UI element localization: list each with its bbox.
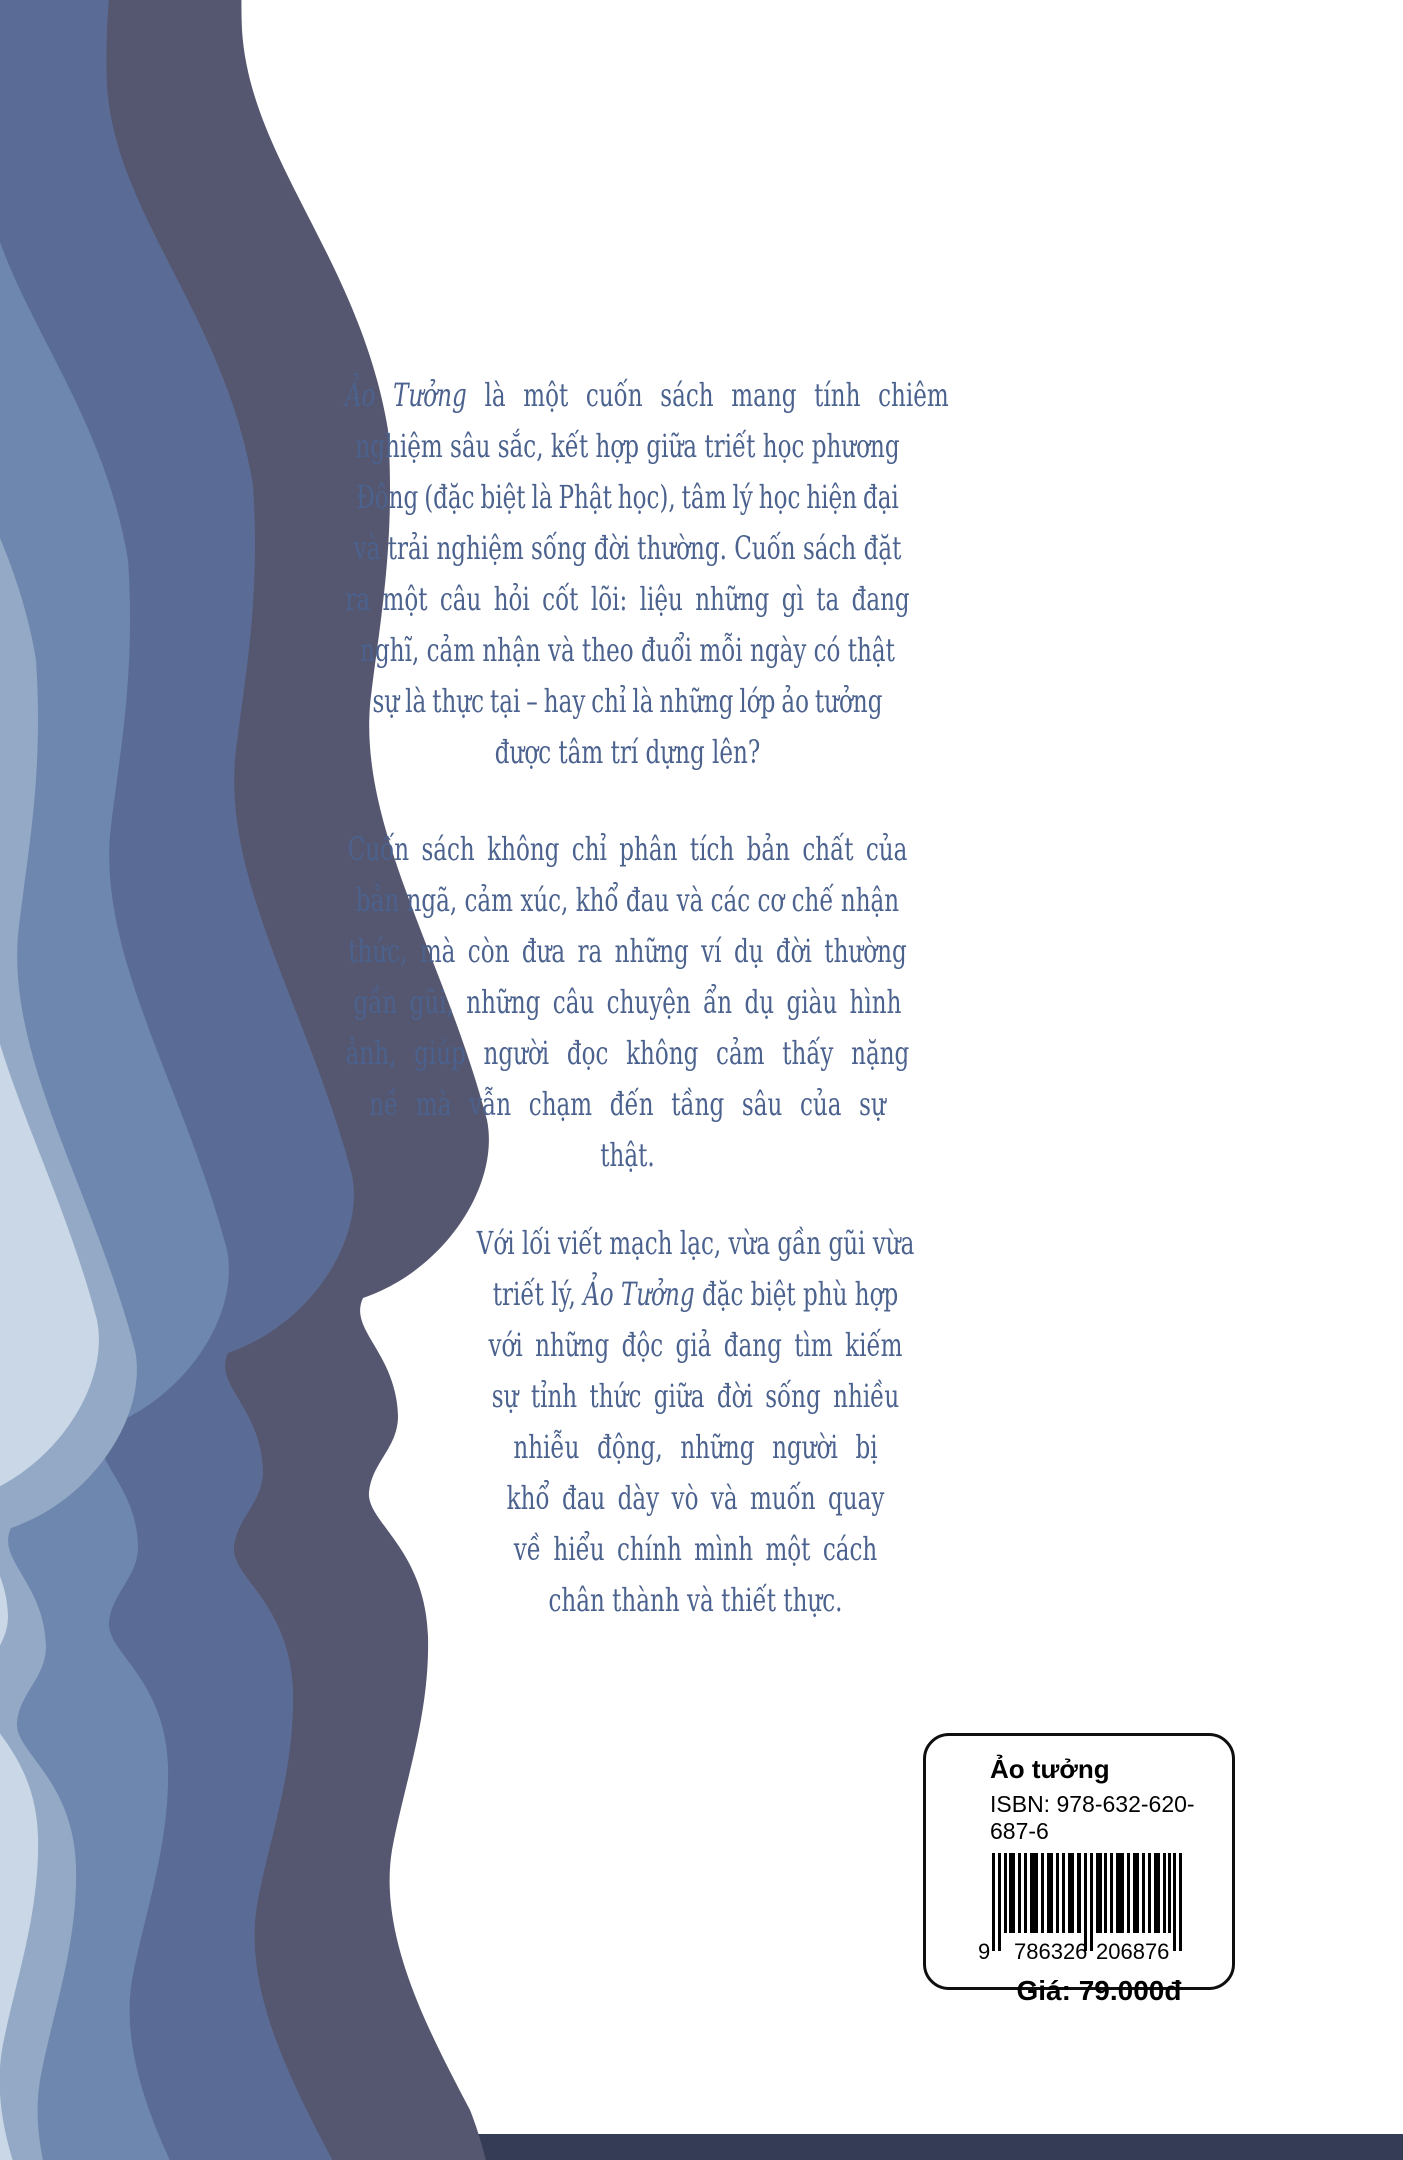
text-segment: đặc biệt phù hợp [694, 1275, 899, 1313]
book-title-italic: Ảo Tưởng [344, 376, 467, 414]
text-line: với những độc giả đang tìm kiếm [488, 1326, 903, 1364]
text-line: chân thành và thiết thực. [548, 1581, 843, 1619]
barcode-digit-group-1: 786326 [1014, 1939, 1088, 1964]
text-line: nghĩ, cảm nhận và theo đuổi mỗi ngày có thật [360, 631, 895, 669]
book-title-italic: Ảo Tưởng [583, 1275, 695, 1313]
text-line: được tâm trí dựng lên? [494, 733, 761, 771]
synopsis-paragraph-3 [413, 1218, 978, 1626]
text-line: nhiễu động, những người bị [513, 1428, 878, 1466]
text-line: Đông (đặc biệt là Phật học), tâm lý học hiện đại [356, 478, 899, 516]
text-line [344, 370, 949, 421]
text-line: khổ đau dày vò và muốn quay [506, 1479, 885, 1517]
synopsis-paragraph-2 [345, 824, 910, 1181]
barcode [992, 1853, 1182, 1951]
text-line: Cuốn sách không chỉ phân tích bản chất của [347, 830, 908, 868]
text-line: bản ngã, cảm xúc, khổ đau và các cơ chế nhận [355, 881, 900, 919]
text-line: ảnh, giúp người đọc không cảm thấy nặng [345, 1034, 910, 1072]
text-line: nề mà vẫn chạm đến tầng sâu của sự [369, 1085, 886, 1123]
text-line: sự là thực tại – hay chỉ là những lớp ảo tưởng [372, 682, 883, 720]
text-line: Với lối viết mạch lạc, vừa gần gũi vừa [476, 1224, 915, 1262]
barcode-digit-left: 9 [978, 1939, 991, 1964]
text-line: và trải nghiệm sống đời thường. Cuốn sách đặt [353, 529, 902, 567]
text-line: gần gũi, những câu chuyện ẩn dụ giàu hình [353, 983, 902, 1021]
text-line: ra một câu hỏi cốt lõi: liệu những gì ta đang [345, 580, 910, 618]
text-line: thật. [600, 1136, 655, 1174]
text-line: nghiệm sâu sắc, kết hợp giữa triết học phương [355, 427, 900, 465]
text-line: thức, mà còn đưa ra những ví dụ đời thường [348, 932, 907, 970]
price-label: Giá: 79.000đ [1016, 1975, 1182, 2006]
synopsis-paragraph-1 [344, 370, 949, 778]
isbn-price-box [923, 1733, 1235, 2006]
book-title-label: Ảo tưởng [990, 1754, 1110, 1784]
text-segment: triết lý, [492, 1275, 584, 1313]
isbn-number: ISBN: 978-632-620-687-6 [990, 1791, 1195, 1844]
barcode-digit-group-2: 206876 [1096, 1939, 1170, 1964]
barcode-digits [926, 1939, 1232, 1965]
text-line: về hiểu chính mình một cách [513, 1530, 878, 1568]
text-line: sự tỉnh thức giữa đời sống nhiều [491, 1377, 900, 1415]
text-line [413, 1269, 978, 1320]
text-segment: là một cuốn sách mang tính chiêm [466, 376, 949, 414]
